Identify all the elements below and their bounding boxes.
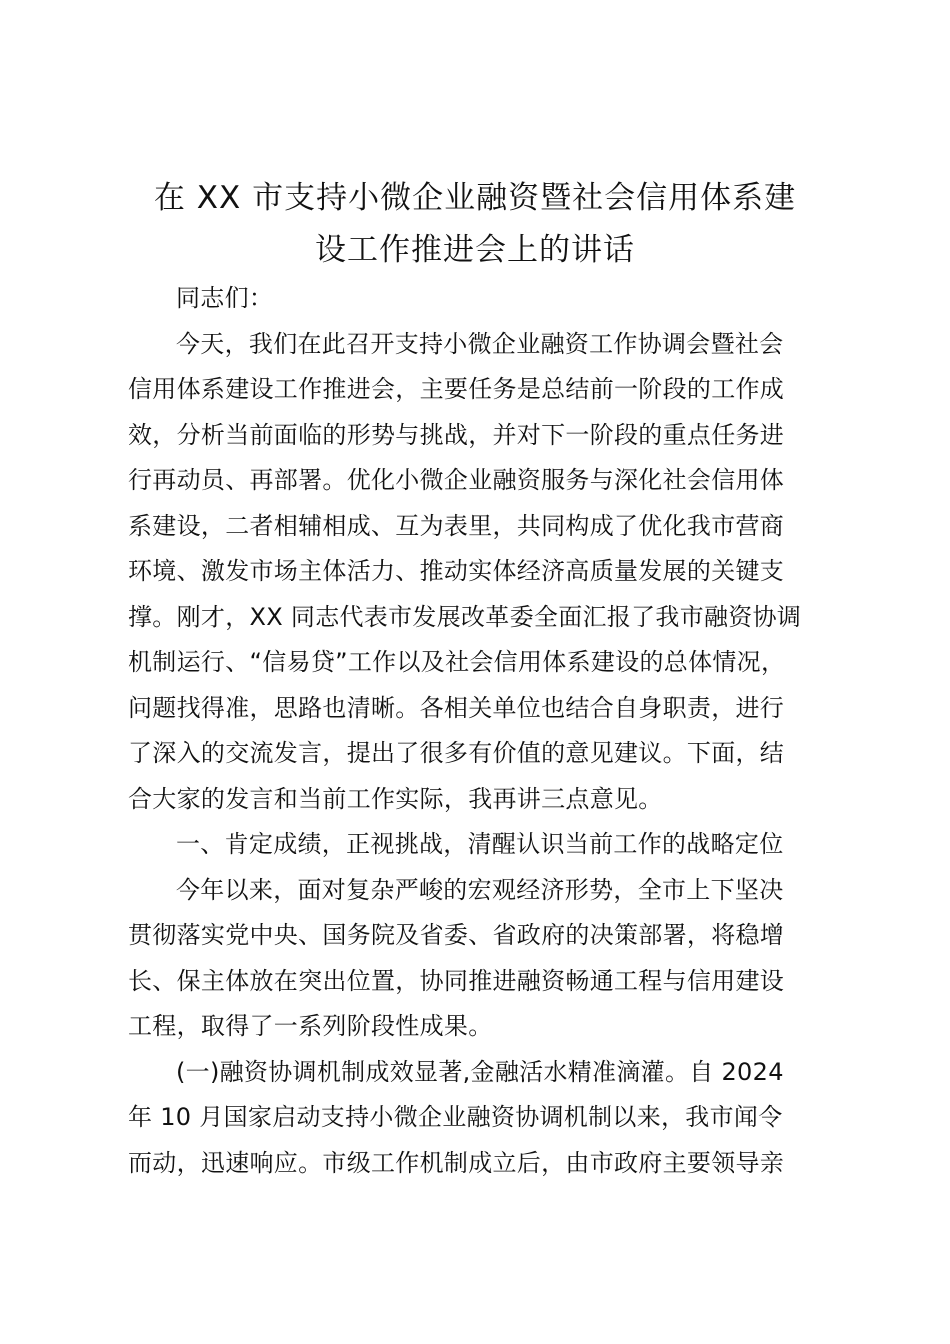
body-line: 贯彻落实党中央、国务院及省委、省政府的决策部署，将稳增 (128, 921, 785, 949)
body-line: 今年以来，面对复杂严峻的宏观经济形势，全市上下坚决 (176, 875, 784, 904)
body-line: 问题找得准，思路也清晰。各相关单位也结合自身职责，进行 (128, 693, 785, 722)
body-line: 合大家的发言和当前工作实际，我再讲三点意见。 (128, 784, 663, 813)
document-title (128, 172, 822, 276)
body-line: 长、保主体放在突出位置，协同推进融资畅通工程与信用建设 (128, 966, 785, 995)
body-line: 一、肯定成绩，正视挑战，清醒认识当前工作的战略定位 (176, 830, 784, 858)
body-line: 环境、激发市场主体活力、推动实体经济高质量发展的关键支 (128, 557, 785, 585)
body-line: 效，分析当前面临的形势与挑战，并对下一阶段的重点任务进 (128, 420, 785, 449)
body-line: 机制运行、“信易贷”工作以及社会信用体系建设的总体情况， (128, 648, 786, 676)
body-line: 了深入的交流发言，提出了很多有价值的意见建议。下面，结 (128, 739, 785, 767)
body-line: 今天，我们在此召开支持小微企业融资工作协调会暨社会 (176, 329, 784, 358)
body-line: 行再动员、再部署。优化小微企业融资服务与深化社会信用体 (128, 466, 785, 494)
body-line: (一)融资协调机制成效显著,金融活水精准滴灌。自 2024 (176, 1057, 784, 1086)
title-line-1: 在 XX 市支持小微企业融资暨社会信用体系建 (153, 180, 797, 216)
body-line: 系建设，二者相辅相成、互为表里，共同构成了优化我市营商 (128, 511, 785, 540)
body-line: 撑。刚才，XX 同志代表市发展改革委全面汇报了我市融资协调 (128, 602, 802, 631)
body-line: 信用体系建设工作推进会，主要任务是总结前一阶段的工作成 (128, 375, 785, 403)
document-body (128, 276, 822, 1186)
body-line: 年 10 月国家启动支持小微企业融资协调机制以来，我市闻令 (128, 1103, 783, 1131)
body-line: 工程，取得了一系列阶段性成果。 (128, 1012, 493, 1040)
body-line: 同志们： (176, 284, 274, 312)
body-line: 而动，迅速响应。市级工作机制成立后，由市政府主要领导亲 (128, 1148, 785, 1177)
title-line-2: 设工作推进会上的讲话 (315, 232, 635, 268)
